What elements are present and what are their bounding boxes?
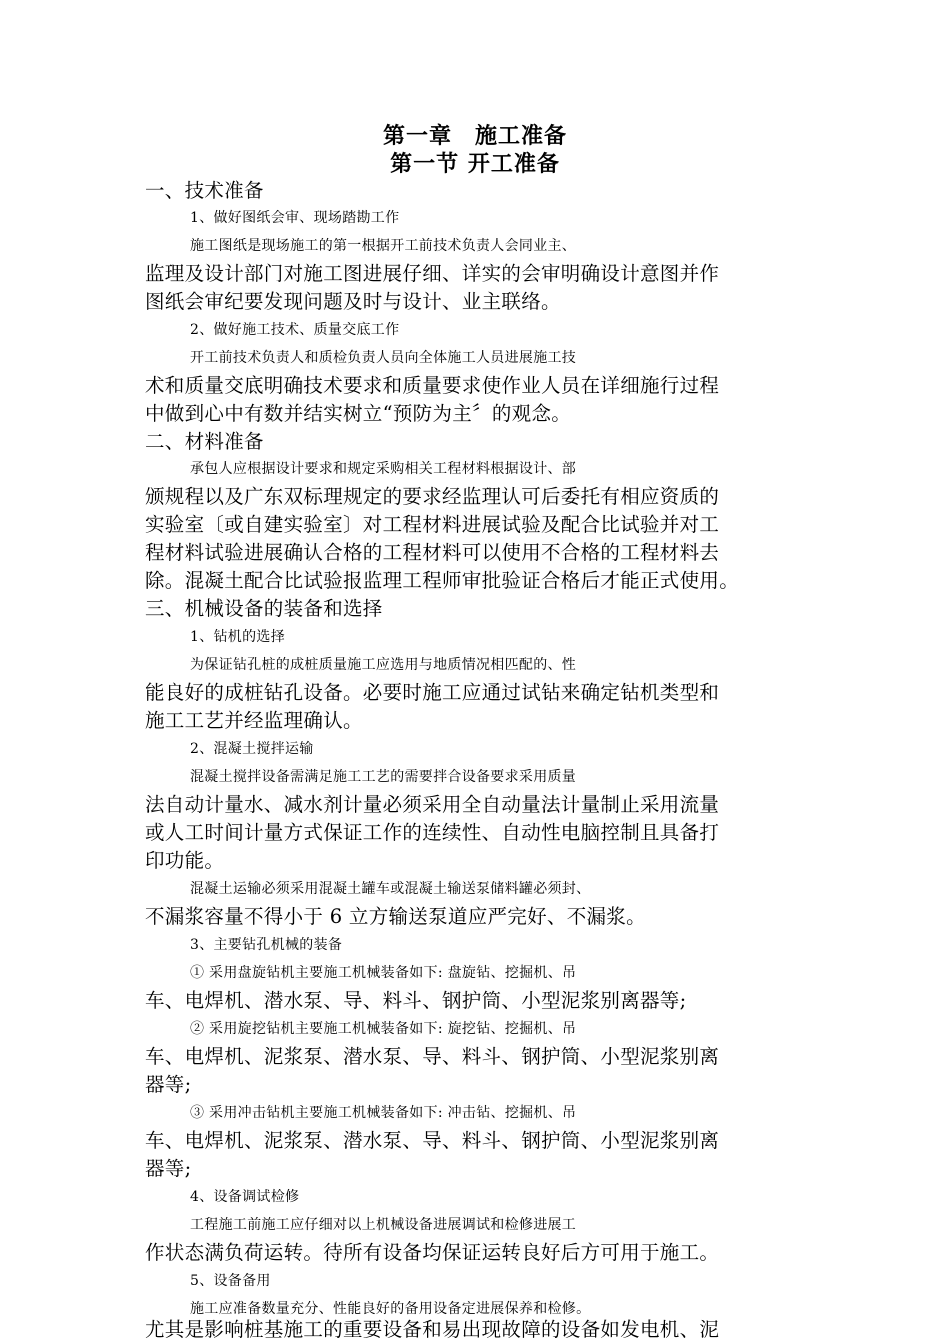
list-item-continuation: 车、电焊机、泥浆泵、潜水泵、导、料斗、钢护筒、小型泥浆别离 <box>145 1129 720 1152</box>
paragraph-line: 尤其是影响桩基施工的重要设备和易出现故障的设备如发电机、泥 <box>145 1318 720 1341</box>
paragraph-line: 开工前技术负责人和质检负责人员向全体施工人员进展施工技 <box>190 350 577 366</box>
heading-technical-prep: 一、技术准备 <box>145 179 264 202</box>
section-title: 第一节 开工准备 <box>390 151 560 177</box>
paragraph-line: 不漏浆容量不得小于 6 立方输送泵道应严完好、不漏浆。 <box>145 905 646 928</box>
paragraph-line: 监理及设计部门对施工图进展仔细、详实的会审明确设计意图并作 <box>145 262 720 285</box>
heading-equipment: 三、机械设备的装备和选择 <box>145 597 383 620</box>
list-item-continuation: 车、电焊机、泥浆泵、潜水泵、导、料斗、钢护筒、小型泥浆别离 <box>145 1045 720 1068</box>
paragraph-line: 颁规程以及广东双标理规定的要求经监理认可后委托有相应资质的 <box>145 485 720 508</box>
paragraph-line: 为保证钻孔桩的成桩质量施工应选用与地质情况相匹配的、性 <box>190 657 577 673</box>
paragraph-line: 实验室〔或自建实验室〕对工程材料进展试验及配合比试验并对工 <box>145 513 720 536</box>
paragraph-line: 或人工时间计量方式保证工作的连续性、自动性电脑控制且具备打 <box>145 821 720 844</box>
paragraph-line: 施工应准备数量充分、性能良好的备用设备定进展保养和检修。 <box>190 1301 591 1317</box>
paragraph-line: 印功能。 <box>145 849 225 872</box>
subheading-drawing-review: 1、做好图纸会审、现场踏勘工作 <box>190 210 400 226</box>
paragraph-line: 程材料试验进展确认合格的工程材料可以使用不合格的工程材料去 <box>145 541 720 564</box>
subheading-drilling-machinery: 3、主要钻孔机械的装备 <box>190 937 343 953</box>
paragraph-line: 施工工艺并经监理确认。 <box>145 709 363 732</box>
paragraph-line: 施工图纸是现场施工的第一根据开工前技术负责人会同业主、 <box>190 238 577 254</box>
list-item: ③ 采用冲击钻机主要施工机械装备如下: 冲击钻、挖掘机、吊 <box>190 1105 577 1121</box>
paragraph-line: 图纸会审纪要发现问题及时与设计、业主联络。 <box>145 290 561 313</box>
subheading-tech-briefing: 2、做好施工技术、质量交底工作 <box>190 322 400 338</box>
paragraph-line: 法自动计量水、减水剂计量必须采用全自动量法计量制止采用流量 <box>145 793 720 816</box>
paragraph-line: 术和质量交底明确技术要求和质量要求使作业人员在详细施行过程 <box>145 374 720 397</box>
list-item: ② 采用旋挖钻机主要施工机械装备如下: 旋挖钻、挖掘机、吊 <box>190 1021 577 1037</box>
paragraph-line: 混凝土运输必须采用混凝土罐车或混凝土输送泵储料罐必须封、 <box>190 881 591 897</box>
subheading-concrete-transport: 2、混凝土搅拌运输 <box>190 741 314 757</box>
subheading-equipment-testing: 4、设备调试检修 <box>190 1189 300 1205</box>
list-item-continuation: 器等; <box>145 1157 192 1180</box>
paragraph-line: 中做到心中有数并结实树立“预防为主〞的观念。 <box>145 402 572 425</box>
chapter-title: 第一章 施工准备 <box>382 123 567 149</box>
paragraph-line: 除。混凝土配合比试验报监理工程师审批验证合格后才能正式使用。 <box>145 569 740 592</box>
list-item-continuation: 车、电焊机、潜水泵、导、料斗、钢护筒、小型泥浆别离器等; <box>145 989 687 1012</box>
subheading-backup-equipment: 5、设备备用 <box>190 1273 271 1289</box>
heading-material-prep: 二、材料准备 <box>145 430 264 453</box>
paragraph-line: 承包人应根据设计要求和规定采购相关工程材料根据设计、部 <box>190 461 577 477</box>
paragraph-line: 能良好的成桩钻孔设备。必要时施工应通过试钻来确定钻机类型和 <box>145 681 720 704</box>
paragraph-line: 作状态满负荷运转。待所有设备均保证运转良好后方可用于施工。 <box>145 1241 720 1264</box>
paragraph-line: 混凝土搅拌设备需满足施工工艺的需要拌合设备要求采用质量 <box>190 769 577 785</box>
paragraph-line: 工程施工前施工应仔细对以上机械设备进展调试和检修进展工 <box>190 1217 577 1233</box>
list-item-continuation: 器等; <box>145 1073 192 1096</box>
subheading-drill-selection: 1、钻机的选择 <box>190 629 286 645</box>
list-item: ① 采用盘旋钻机主要施工机械装备如下: 盘旋钻、挖掘机、吊 <box>190 965 577 981</box>
